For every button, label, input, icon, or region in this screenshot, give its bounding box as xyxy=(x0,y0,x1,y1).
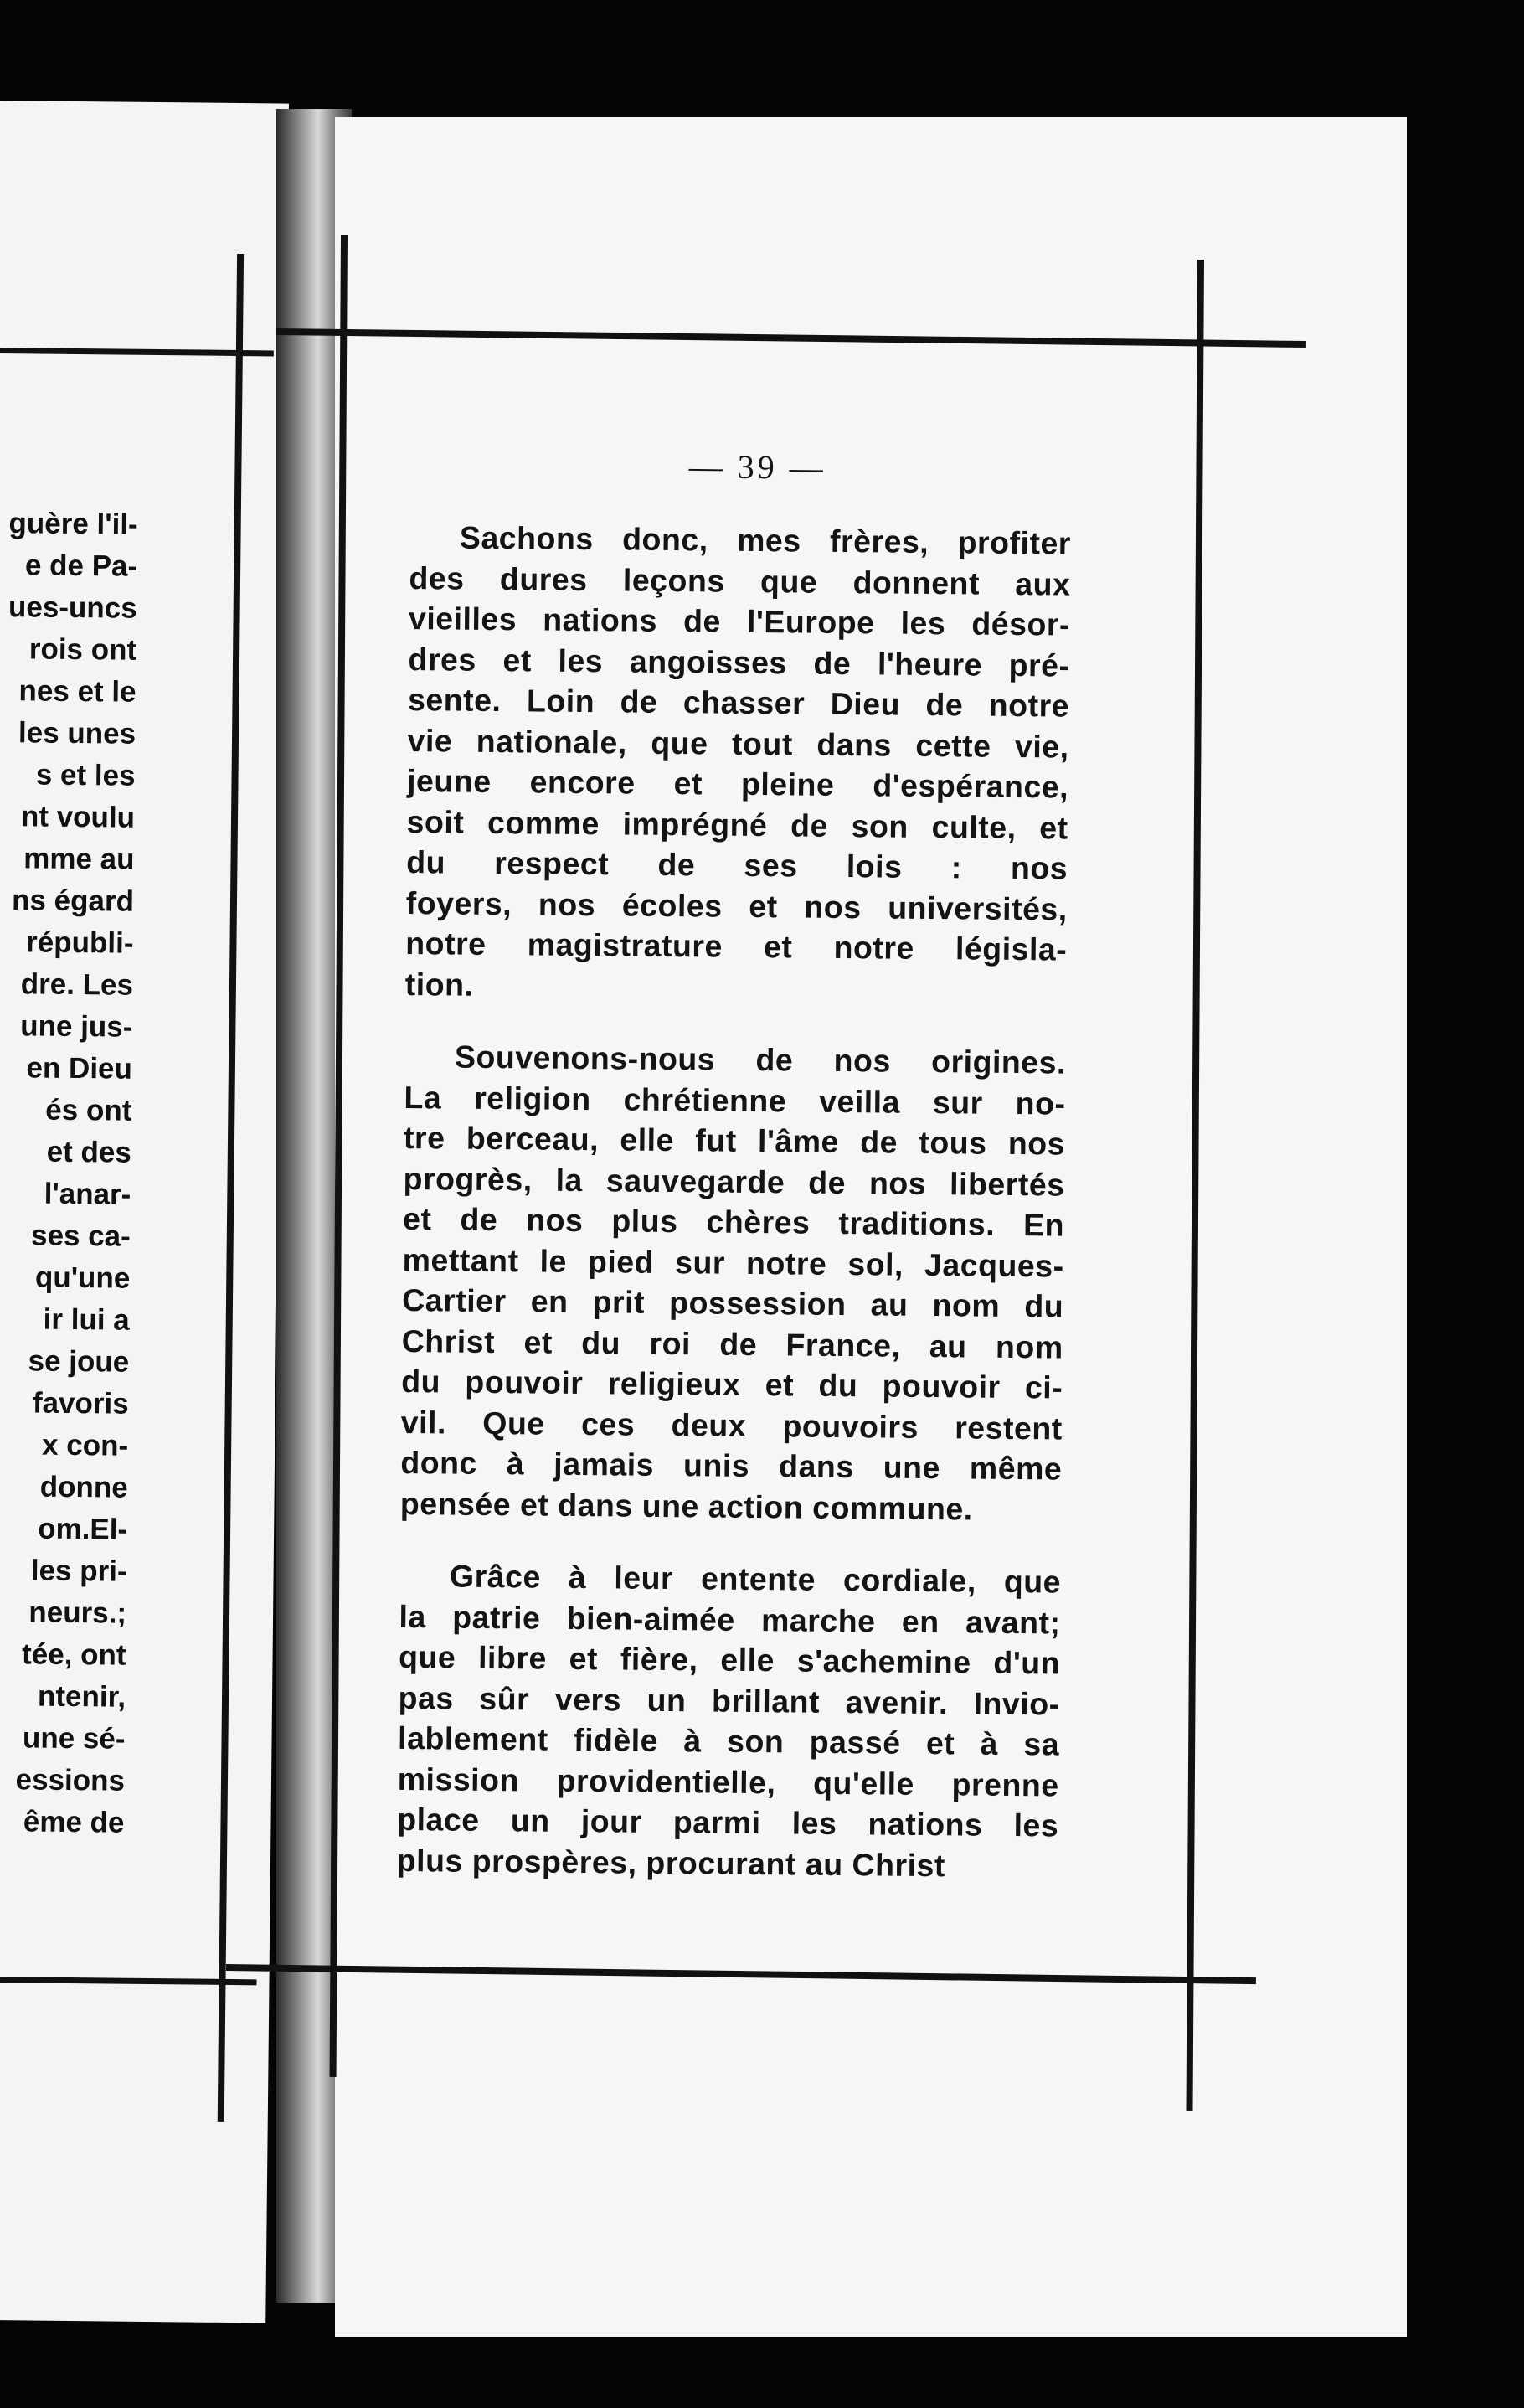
left-page-line: dre. Les xyxy=(20,967,134,1002)
paragraph xyxy=(397,1555,1062,1887)
text-line: vieilles nations de l'Europe les désor- xyxy=(408,600,1071,642)
left-page-top-rule xyxy=(0,348,274,356)
text-line: mission providentielle, qu'elle prenne xyxy=(397,1761,1059,1803)
left-page-line: essions xyxy=(15,1763,126,1797)
text-line: vie nationale, que tout dans cette vie, xyxy=(407,722,1069,765)
paragraph xyxy=(400,1036,1067,1530)
left-page-line: donne xyxy=(39,1470,128,1504)
text-line: vil. Que ces deux pouvoirs restent xyxy=(400,1404,1063,1446)
left-page-line: neurs.; xyxy=(28,1596,127,1630)
left-page-line: nt voulu xyxy=(20,800,136,834)
left-page-lines xyxy=(0,503,138,1844)
left-page-line: és ont xyxy=(45,1093,132,1127)
left-page-line: ntenir, xyxy=(37,1679,126,1714)
text-line: La religion chrétienne veilla sur no- xyxy=(404,1079,1066,1121)
text-line: lablement fidèle à son passé et à sa xyxy=(397,1720,1060,1762)
left-page-line: républi- xyxy=(25,926,134,960)
text-line: Grâce à leur entente cordiale, que xyxy=(449,1558,1062,1600)
text-line: progrès, la sauvegarde de nos libertés xyxy=(403,1160,1065,1203)
text-line: sente. Loin de chasser Dieu de notre xyxy=(407,681,1070,724)
left-page-line: guère l'il- xyxy=(8,507,138,541)
left-page-line: ir lui a xyxy=(43,1302,130,1337)
left-page-line: les pri- xyxy=(30,1554,127,1588)
text-line: Christ et du roi de France, au nom xyxy=(401,1323,1063,1365)
page-number: — 39 — xyxy=(688,447,826,487)
text-line: foyers, nos écoles et nos universités, xyxy=(405,884,1068,927)
paragraph xyxy=(405,517,1072,1011)
left-page-text xyxy=(0,503,285,2014)
text-line: du respect de ses lois : nos xyxy=(406,843,1068,886)
left-page-line: favoris xyxy=(32,1386,129,1421)
text-line: tre berceau, elle fut l'âme de tous nos xyxy=(403,1119,1066,1162)
text-line: jeune encore et pleine d'espérance, xyxy=(406,762,1069,805)
text-line: soit comme imprégné de son culte, et xyxy=(406,803,1068,846)
text-line: donc à jamais unis dans une même xyxy=(400,1444,1063,1487)
left-page-line: qu'une xyxy=(34,1261,131,1295)
text-line: Cartier en prit possession au nom du xyxy=(401,1281,1064,1324)
text-line: Sachons donc, mes frères, profiter xyxy=(459,519,1072,561)
left-page-line: en Dieu xyxy=(26,1051,133,1085)
left-page-line: une jus- xyxy=(20,1009,133,1044)
left-page-line: ns égard xyxy=(11,884,135,918)
left-page-line: s et les xyxy=(35,758,136,792)
text-line: place un jour parmi les nations les xyxy=(397,1801,1059,1843)
left-page-line: e de Pa- xyxy=(24,549,138,583)
left-page-line: et des xyxy=(46,1135,132,1169)
text-line: mettant le pied sur notre sol, Jacques- xyxy=(402,1241,1064,1284)
text-line: pensée et dans une action commune. xyxy=(399,1485,973,1527)
left-page-line: om.El- xyxy=(37,1512,128,1546)
left-page-line: ême de xyxy=(23,1805,125,1839)
left-page-line: se joue xyxy=(28,1344,130,1379)
text-line: du pouvoir religieux et du pouvoir ci- xyxy=(401,1363,1063,1405)
paragraphs xyxy=(397,517,1072,1887)
page-text xyxy=(396,444,1072,1919)
text-line: la patrie bien-aimée marche en avant; xyxy=(399,1598,1061,1641)
text-line: plus prospères, procurant au Christ xyxy=(396,1842,946,1883)
left-page-line: une sé- xyxy=(22,1721,126,1756)
text-line: des dures leçons que donnent aux xyxy=(409,559,1071,602)
left-page-line: l'anar- xyxy=(44,1177,131,1211)
text-line: tion. xyxy=(404,966,474,1003)
text-line: notre magistrature et notre législa- xyxy=(405,925,1068,967)
text-line: pas sûr vers un brillant avenir. Invio- xyxy=(398,1679,1060,1722)
left-page-line: x con- xyxy=(41,1428,129,1462)
left-page-line: ues-uncs xyxy=(8,590,137,625)
left-page-line: rois ont xyxy=(28,632,137,667)
left-page-line: les unes xyxy=(18,716,136,750)
text-line: que libre et fière, elle s'achemine d'un xyxy=(398,1638,1061,1681)
left-page-line: tée, ont xyxy=(21,1637,126,1672)
text-line: Souvenons-nous de nos origines. xyxy=(454,1039,1067,1080)
left-page-line: ses ca- xyxy=(30,1219,131,1253)
text-line: et de nos plus chères traditions. En xyxy=(402,1200,1065,1243)
previous-page-fragment xyxy=(0,101,289,2323)
text-line: dres et les angoisses de l'heure pré- xyxy=(408,641,1070,683)
left-page-line: mme au xyxy=(23,842,135,876)
left-page-line: nes et le xyxy=(18,674,136,709)
